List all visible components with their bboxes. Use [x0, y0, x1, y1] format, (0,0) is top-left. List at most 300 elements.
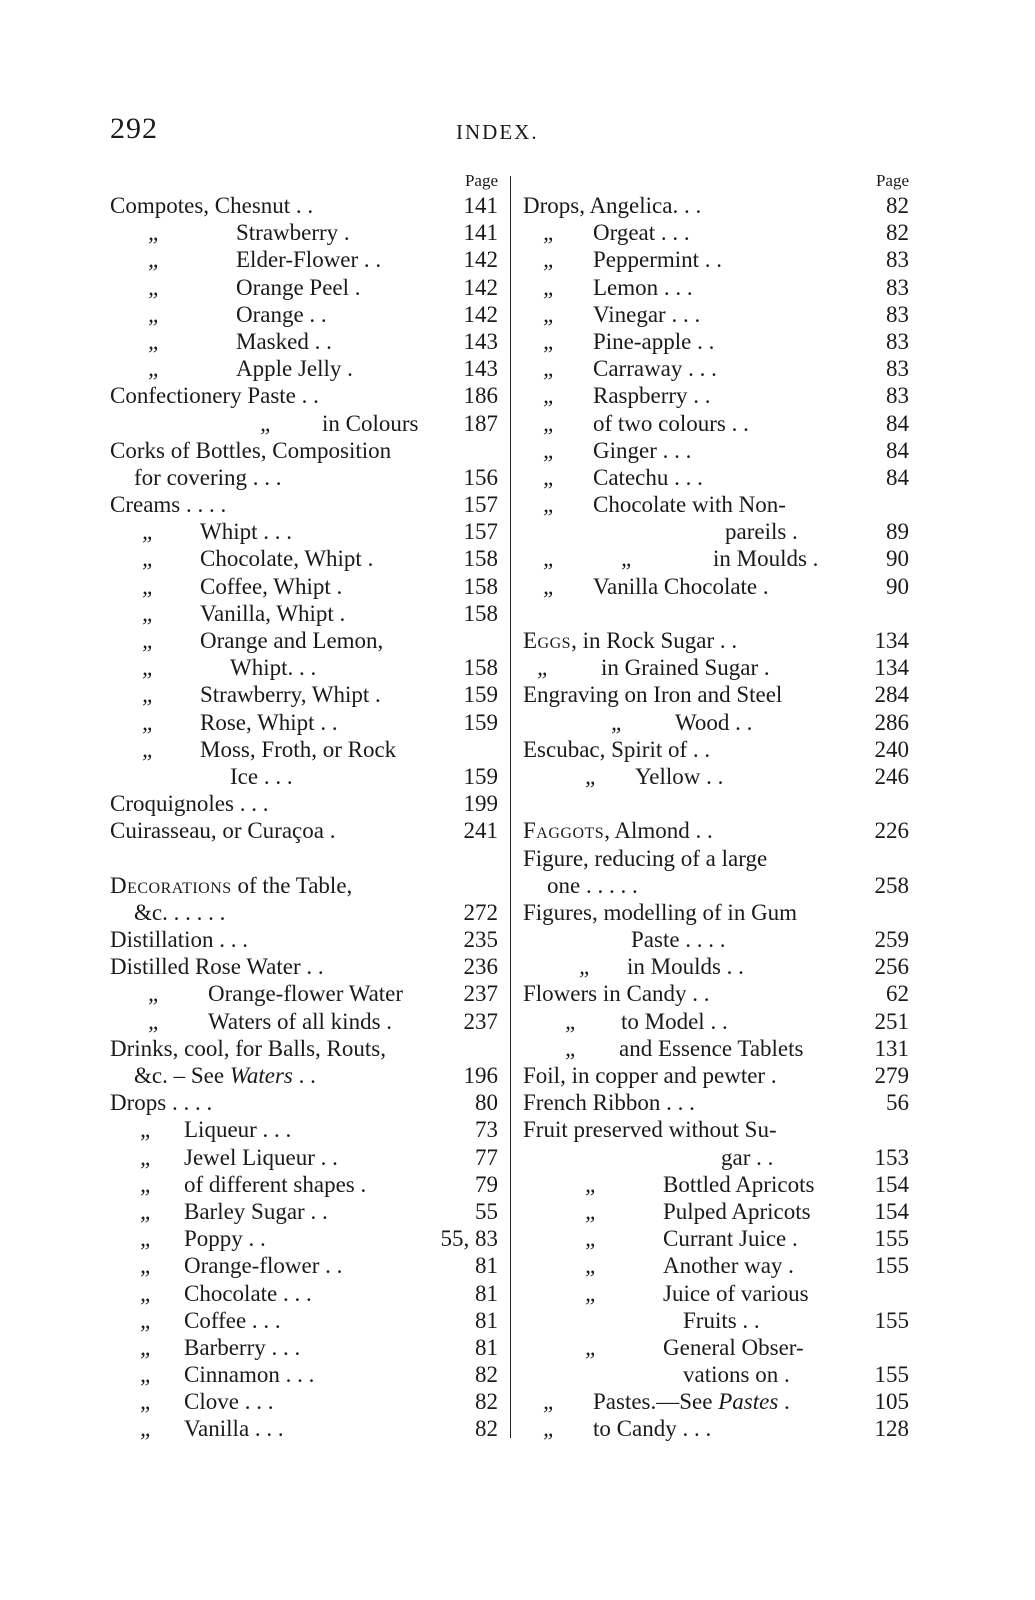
- page-reference: 272: [463, 899, 498, 925]
- entry-heading-word: Decorations: [110, 872, 232, 898]
- page-reference: 62: [886, 981, 909, 1007]
- entry-label: Strawberry, Whipt .: [200, 682, 381, 708]
- index-entry: [110, 736, 498, 763]
- ditto-mark: „: [140, 1389, 153, 1415]
- page-reference: 134: [874, 628, 909, 653]
- entry-label: Pastes.—See: [593, 1389, 719, 1415]
- entry-label: for covering . . .: [134, 464, 282, 490]
- entry-label: Catechu . . .: [593, 464, 703, 490]
- entry-text: [184, 1252, 342, 1279]
- entry-label: of the Table,: [231, 872, 353, 898]
- ditto-mark: „: [585, 1253, 598, 1279]
- index-entry: [110, 328, 498, 355]
- index-entry: [523, 1198, 909, 1225]
- index-entry: [110, 1388, 498, 1415]
- index-entry: [523, 1116, 909, 1143]
- index-entry: [110, 1171, 498, 1198]
- index-entry: [110, 437, 498, 464]
- index-entry: [523, 1361, 909, 1388]
- page-reference: 142: [463, 247, 498, 273]
- entry-label: Cinnamon . . .: [184, 1362, 315, 1388]
- entry-heading-word: Faggots: [523, 818, 605, 844]
- entry-text: [184, 1415, 284, 1442]
- ditto-mark: „: [148, 301, 161, 327]
- ditto-mark: „: [585, 1280, 598, 1306]
- entry-text: [683, 1361, 790, 1388]
- index-entry: [110, 518, 498, 545]
- entry-label: Pulped Apricots: [663, 1198, 811, 1224]
- entry-text: [523, 192, 701, 219]
- entry-label: Drinks, cool, for Balls, Routs,: [110, 1035, 386, 1061]
- index-entry: [110, 1252, 498, 1279]
- page-reference: 128: [874, 1416, 909, 1442]
- index-entry: [523, 1307, 909, 1334]
- page-reference: 251: [874, 1008, 909, 1034]
- page-reference: 259: [874, 927, 909, 953]
- entry-text: [631, 926, 726, 953]
- page-reference: 83: [886, 356, 909, 382]
- entry-label: Ice . . .: [230, 763, 293, 789]
- index-entry: [523, 437, 909, 464]
- entry-text: [236, 219, 350, 246]
- index-entry: [110, 1035, 498, 1062]
- section-gap: [110, 845, 498, 872]
- entry-label: &c. . . . . .: [134, 899, 226, 925]
- index-entry: [110, 1361, 498, 1388]
- index-entry: [110, 246, 498, 273]
- entry-label: Compotes, Chesnut . .: [110, 193, 314, 218]
- entry-label: Carraway . . .: [593, 356, 717, 382]
- ditto-mark: „: [148, 356, 161, 382]
- entry-label: Juice of various: [663, 1280, 809, 1306]
- entry-text: [593, 219, 690, 246]
- index-entry: [523, 926, 909, 953]
- index-entry: [523, 491, 909, 518]
- index-entry: [523, 274, 909, 301]
- page-reference: 82: [475, 1416, 498, 1442]
- page-reference: 134: [874, 655, 909, 681]
- index-entry: [523, 1280, 909, 1307]
- entry-text: [593, 246, 722, 273]
- page-reference: 256: [874, 954, 909, 980]
- entry-label: in Grained Sugar .: [601, 655, 770, 681]
- entry-text: [713, 545, 818, 572]
- ditto-mark: „: [543, 247, 556, 273]
- page-reference: 83: [886, 301, 909, 327]
- entry-label: Distilled Rose Water . .: [110, 954, 324, 980]
- index-entry: [523, 355, 909, 382]
- ditto-mark: „: [142, 655, 155, 681]
- entry-text: [110, 953, 324, 980]
- entry-text: [523, 1116, 777, 1143]
- ditto-mark: „: [142, 682, 155, 708]
- entry-text: [236, 301, 327, 328]
- page-reference: 158: [463, 655, 498, 681]
- index-entry: [523, 301, 909, 328]
- page-reference: 155: [874, 1253, 909, 1279]
- entry-text: [110, 437, 391, 464]
- page-reference: 237: [463, 1008, 498, 1034]
- ditto-mark: „: [543, 410, 556, 436]
- index-entry: [110, 1415, 498, 1442]
- page-reference: 226: [874, 818, 909, 844]
- index-entry: [523, 328, 909, 355]
- ditto-mark: „: [585, 1198, 598, 1224]
- ditto-mark: „: [140, 1362, 153, 1388]
- entry-text: [593, 355, 717, 382]
- entry-label: and Essence Tablets: [619, 1035, 804, 1061]
- ditto-mark: „: [142, 573, 155, 599]
- index-entry: [523, 1388, 909, 1415]
- index-entry: [110, 1144, 498, 1171]
- index-entry: [523, 654, 909, 681]
- entry-text: [523, 681, 782, 708]
- entry-text: [134, 1062, 316, 1089]
- index-entry: [523, 1144, 909, 1171]
- ditto-mark: „: [140, 1253, 153, 1279]
- page-reference: 246: [874, 763, 909, 789]
- index-entry: [523, 1008, 909, 1035]
- entry-text: [675, 709, 752, 736]
- entry-label: General Obser-: [663, 1334, 804, 1360]
- page-reference: 77: [475, 1144, 498, 1170]
- index-entry: [110, 790, 498, 817]
- index-entry: [110, 1334, 498, 1361]
- entry-text: [621, 1008, 728, 1035]
- index-entry: [523, 545, 909, 572]
- index-entry: [110, 654, 498, 681]
- entry-text: [663, 1198, 811, 1225]
- entry-label: Distillation . . .: [110, 927, 248, 953]
- ditto-mark: „: [585, 1226, 598, 1252]
- entry-text: [236, 355, 353, 382]
- ditto-mark: „: [543, 1416, 556, 1442]
- page-reference: 157: [463, 492, 498, 518]
- entry-text: [200, 681, 381, 708]
- page-column-heading: Page: [875, 171, 909, 190]
- entry-text: [200, 709, 338, 736]
- entry-label: Jewel Liqueur . .: [184, 1144, 338, 1170]
- page-reference: 158: [463, 546, 498, 572]
- entry-text: [184, 1198, 328, 1225]
- entry-text: [184, 1280, 312, 1307]
- index-entry: [523, 1225, 909, 1252]
- entry-text: [236, 246, 381, 273]
- index-entry: [523, 845, 909, 872]
- entry-text: [184, 1334, 300, 1361]
- entry-label: Masked . .: [236, 328, 332, 354]
- ditto-mark: „: [148, 981, 161, 1007]
- entry-text: [523, 736, 710, 763]
- page-reference: 82: [886, 193, 909, 218]
- index-entry: [110, 491, 498, 518]
- page-reference: 83: [886, 383, 909, 409]
- index-entry: [523, 382, 909, 409]
- ditto-mark: „: [543, 220, 556, 246]
- page-reference: 284: [874, 682, 909, 708]
- entry-text: [184, 1307, 281, 1334]
- entry-text: [663, 1252, 794, 1279]
- page-reference: 82: [475, 1362, 498, 1388]
- entry-leader: . .: [292, 1063, 316, 1088]
- entry-text: [593, 573, 769, 600]
- cross-reference: Waters: [229, 1063, 293, 1088]
- entry-label: in Moulds . .: [627, 954, 744, 980]
- index-entry: [110, 681, 498, 708]
- ditto-mark: „: [142, 519, 155, 545]
- index-entry: [523, 1415, 909, 1442]
- page-reference: 236: [463, 954, 498, 980]
- page-reference: 155: [874, 1307, 909, 1333]
- column-divider: [510, 176, 511, 1438]
- entry-label: to Model . .: [621, 1008, 728, 1034]
- page-reference: 89: [886, 519, 909, 545]
- entry-text: [110, 491, 226, 518]
- section-gap: [523, 790, 909, 817]
- page-reference: 159: [463, 682, 498, 708]
- entry-text: [184, 1144, 338, 1171]
- entry-text: [200, 600, 345, 627]
- ditto-mark: „: [142, 628, 155, 653]
- page-reference: 159: [463, 709, 498, 735]
- index-entry: [110, 709, 498, 736]
- entry-label: Orange . .: [236, 301, 327, 327]
- entry-text: [663, 1171, 814, 1198]
- entry-label: Moss, Froth, or Rock: [200, 736, 397, 762]
- page-reference: 82: [886, 220, 909, 246]
- entry-label: Fruits . .: [683, 1307, 760, 1333]
- page-reference: 240: [874, 736, 909, 762]
- entry-label: Strawberry .: [236, 220, 350, 246]
- ditto-mark: „: [140, 1198, 153, 1224]
- page-reference: 79: [475, 1171, 498, 1197]
- entry-text: [110, 1035, 386, 1062]
- index-entry: [523, 1252, 909, 1279]
- page-reference: 154: [874, 1171, 909, 1197]
- entry-label: Cuirasseau, or Curaçoa .: [110, 818, 336, 844]
- entry-label: Figures, modelling of in Gum: [523, 899, 798, 925]
- entry-text: [208, 1008, 392, 1035]
- entry-label: Fruit preserved without Su-: [523, 1117, 777, 1143]
- entry-text: [134, 899, 225, 926]
- entry-label: Lemon . . .: [593, 274, 693, 300]
- entry-label: Chocolate . . .: [184, 1280, 312, 1306]
- ditto-mark: „: [140, 1171, 153, 1197]
- ditto-mark: „: [140, 1334, 153, 1360]
- entry-text: [601, 654, 770, 681]
- index-entry: [110, 1198, 498, 1225]
- page-reference: 153: [874, 1144, 909, 1170]
- page-reference: 199: [463, 791, 498, 817]
- index-entry: [110, 355, 498, 382]
- entry-text: [134, 464, 282, 491]
- page-reference: 157: [463, 519, 498, 545]
- entry-text: [110, 1089, 212, 1116]
- index-entry: [110, 1280, 498, 1307]
- entry-label: of two colours . .: [593, 410, 749, 436]
- index-entry: [110, 817, 498, 844]
- ditto-mark: „: [142, 736, 155, 762]
- page-reference: 196: [463, 1063, 498, 1088]
- index-entry: [523, 817, 909, 844]
- index-entry: [523, 192, 909, 219]
- index-entry: [110, 1008, 498, 1035]
- page-reference: 141: [463, 220, 498, 246]
- index-entry: [523, 219, 909, 246]
- entry-label: Elder-Flower . .: [236, 247, 382, 273]
- entry-label: Vanilla, Whipt .: [200, 600, 346, 626]
- entry-label: Figure, reducing of a large: [523, 845, 768, 871]
- entry-label: Whipt. . .: [230, 655, 317, 681]
- entry-text: [184, 1361, 314, 1388]
- ditto-mark: „: [621, 546, 634, 572]
- entry-text: [208, 980, 403, 1007]
- index-entry: [523, 1334, 909, 1361]
- index-entry: [110, 219, 498, 246]
- page-reference: 81: [475, 1307, 498, 1333]
- index-entry: [523, 627, 909, 654]
- ditto-mark: „: [148, 247, 161, 273]
- entry-text: [236, 274, 361, 301]
- entry-label: Confectionery Paste . .: [110, 383, 319, 409]
- page-reference: 286: [874, 709, 909, 735]
- index-entry: [110, 1307, 498, 1334]
- ditto-mark: „: [565, 1035, 578, 1061]
- page-reference: 142: [463, 301, 498, 327]
- page-reference: 235: [463, 927, 498, 953]
- page-reference: 83: [886, 247, 909, 273]
- entry-text: [523, 845, 767, 872]
- ditto-mark: „: [543, 274, 556, 300]
- page-reference: 156: [463, 464, 498, 490]
- entry-label: Wood . .: [675, 709, 753, 735]
- page-reference: 105: [874, 1389, 909, 1415]
- index-entry: [110, 573, 498, 600]
- ditto-mark: „: [142, 600, 155, 626]
- entry-label: Foil, in copper and pewter .: [523, 1063, 777, 1088]
- entry-text: [721, 1144, 773, 1171]
- index-entry: [110, 382, 498, 409]
- index-entry: [523, 410, 909, 437]
- entry-label: Croquignoles . . .: [110, 791, 269, 817]
- ditto-mark: „: [585, 1171, 598, 1197]
- ditto-mark: „: [543, 1389, 556, 1415]
- entry-text: [110, 382, 319, 409]
- ditto-mark: „: [543, 546, 556, 572]
- entry-label: in Colours: [322, 410, 419, 436]
- entry-text: [593, 382, 711, 409]
- entry-text: [725, 518, 798, 545]
- entry-text: [523, 627, 737, 654]
- index-entry: [110, 872, 498, 899]
- entry-label: Coffee . . .: [184, 1307, 281, 1333]
- entry-heading-word: Eggs: [523, 628, 572, 653]
- index-entry: [523, 736, 909, 763]
- index-entry: [523, 464, 909, 491]
- page-reference: 131: [874, 1035, 909, 1061]
- index-entry: [523, 872, 909, 899]
- entry-text: [200, 573, 342, 600]
- entry-text: [663, 1280, 809, 1307]
- index-entry: [110, 763, 498, 790]
- entry-text: [593, 1388, 790, 1415]
- entry-label: French Ribbon . . .: [523, 1090, 695, 1116]
- index-entry: [110, 545, 498, 572]
- page-header: [110, 112, 910, 152]
- index-entry: [523, 763, 909, 790]
- index-entry: [110, 192, 498, 219]
- page-reference: 241: [463, 818, 498, 844]
- page-reference: 55, 83: [440, 1226, 498, 1252]
- page-reference: 73: [475, 1117, 498, 1143]
- page-reference: 83: [886, 328, 909, 354]
- entry-text: [200, 736, 396, 763]
- entry-label: , Almond . .: [604, 818, 713, 844]
- ditto-mark: „: [537, 655, 550, 681]
- entry-label: Vanilla Chocolate .: [593, 573, 769, 599]
- entry-label: Whipt . . .: [200, 519, 292, 545]
- entry-text: [110, 817, 335, 844]
- ditto-mark: „: [543, 492, 556, 518]
- entry-text: [683, 1307, 760, 1334]
- page-number: 292: [110, 112, 158, 145]
- entry-text: [200, 627, 383, 654]
- page-reference: 84: [886, 437, 909, 463]
- entry-text: [663, 1334, 804, 1361]
- page-reference: 141: [463, 193, 498, 218]
- entry-text: [110, 872, 352, 899]
- index-entry: [523, 1171, 909, 1198]
- page-reference: 143: [463, 328, 498, 354]
- entry-text: [523, 1062, 777, 1089]
- page-reference: 90: [886, 573, 909, 599]
- index-entry: [523, 681, 909, 708]
- entry-text: [593, 274, 693, 301]
- ditto-mark: „: [543, 573, 556, 599]
- page-reference: 142: [463, 274, 498, 300]
- page-reference: 154: [874, 1198, 909, 1224]
- entry-text: [322, 410, 418, 437]
- entry-label: Liqueur . . .: [184, 1117, 292, 1143]
- entry-label: gar . .: [721, 1144, 774, 1170]
- entry-label: Raspberry . .: [593, 383, 711, 409]
- ditto-mark: „: [543, 437, 556, 463]
- entry-label: Peppermint . .: [593, 247, 723, 273]
- page-reference: 155: [874, 1362, 909, 1388]
- index-entry: [110, 926, 498, 953]
- index-entry: [110, 410, 498, 437]
- page-reference: 84: [886, 464, 909, 490]
- page-reference: 82: [475, 1389, 498, 1415]
- page-reference: 159: [463, 763, 498, 789]
- index-entry: [110, 1225, 498, 1252]
- ditto-mark: „: [543, 383, 556, 409]
- entry-label: pareils .: [725, 519, 798, 545]
- entry-label: Chocolate with Non-: [593, 492, 786, 518]
- entry-label: Chocolate, Whipt .: [200, 546, 374, 572]
- entry-text: [184, 1388, 273, 1415]
- entry-leader: .: [778, 1389, 790, 1415]
- index-entry: [110, 274, 498, 301]
- entry-label: Engraving on Iron and Steel: [523, 682, 783, 708]
- page-reference: 155: [874, 1226, 909, 1252]
- entry-label: one . . . . .: [547, 872, 638, 898]
- index-entry: [110, 1062, 498, 1089]
- entry-label: Vinegar . . .: [593, 301, 701, 327]
- ditto-mark: „: [140, 1416, 153, 1442]
- page-reference: 81: [475, 1253, 498, 1279]
- entry-label: Vanilla . . .: [184, 1416, 284, 1442]
